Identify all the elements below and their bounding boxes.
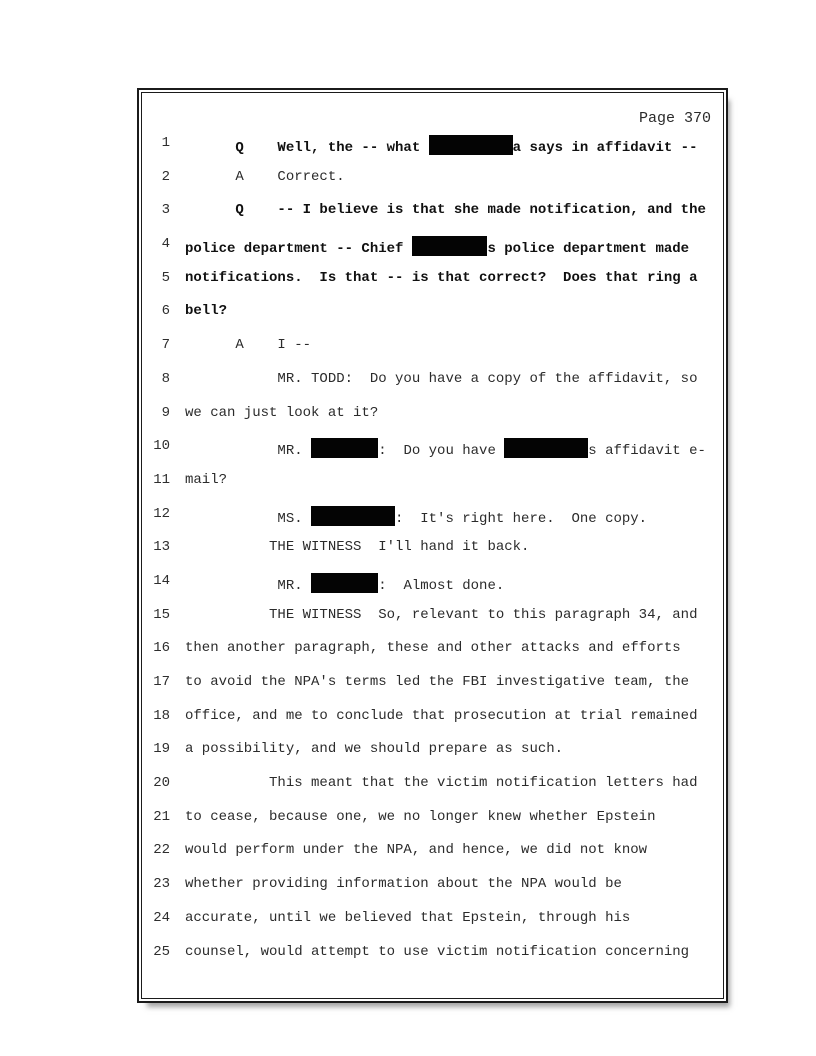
line-number: 17 — [153, 674, 170, 690]
line-text: we can just look at it? — [185, 404, 379, 421]
line-number: 13 — [153, 539, 170, 556]
line-number: 2 — [161, 168, 170, 185]
line-number: 23 — [153, 876, 170, 893]
line-number: 14 — [153, 572, 170, 589]
transcript-line — [142, 670, 723, 704]
transcript-line — [142, 165, 723, 199]
transcript-line — [142, 232, 723, 266]
transcript-line — [142, 434, 723, 468]
page-border-frame — [137, 88, 728, 1003]
line-text: A Correct. — [185, 168, 345, 185]
line-number: 7 — [161, 337, 170, 354]
line-text: whether providing information about the NPA would be — [185, 876, 622, 893]
transcript-line — [142, 299, 723, 333]
transcript-line — [142, 333, 723, 367]
line-number: 21 — [153, 808, 170, 825]
transcript-line — [142, 771, 723, 805]
page-inner-border — [141, 92, 724, 999]
line-number: 18 — [153, 707, 170, 724]
transcript-line — [142, 198, 723, 232]
redaction-box — [311, 573, 378, 593]
line-number: 12 — [153, 505, 170, 522]
line-number: 20 — [153, 775, 170, 792]
line-number: 19 — [153, 741, 170, 758]
line-text: would perform under the NPA, and hence, we did not know — [185, 842, 648, 859]
line-text: notifications. Is that -- is that correct? Does that ring a — [185, 269, 698, 286]
line-text: bell? — [185, 303, 228, 320]
transcript-line — [142, 535, 723, 569]
page-number-label: Page 370 — [638, 110, 711, 127]
transcript-line — [142, 737, 723, 771]
line-number: 11 — [153, 471, 170, 488]
line-number: 15 — [153, 606, 170, 623]
transcript-line — [142, 569, 723, 603]
line-text: a possibility, and we should prepare as such. — [185, 741, 564, 758]
line-text: MR. TODD: Do you have a copy of the affidavit, so — [185, 370, 698, 387]
line-number: 22 — [153, 842, 170, 859]
line-text: to cease, because one, we no longer knew whether Epstein — [185, 808, 656, 825]
line-text: MS. : It's right here. One copy. — [185, 506, 647, 528]
line-text: accurate, until we believed that Epstein, through his — [185, 909, 631, 926]
redaction-box — [311, 438, 378, 458]
line-number: 1 — [161, 135, 170, 151]
transcript-line — [142, 603, 723, 637]
transcript-line — [142, 131, 723, 165]
transcript-line — [142, 502, 723, 536]
line-text: MR. : Do you have s affidavit e- — [185, 438, 706, 460]
transcript-line — [142, 704, 723, 738]
transcript-line — [142, 838, 723, 872]
line-number: 4 — [161, 236, 170, 253]
line-number: 3 — [161, 202, 170, 219]
line-text: THE WITNESS I'll hand it back. — [185, 539, 530, 556]
line-text: counsel, would attempt to use victim notification concerning — [185, 943, 690, 960]
transcript-line — [142, 468, 723, 502]
transcript-line — [142, 872, 723, 906]
line-number: 5 — [161, 269, 170, 286]
line-text: Q Well, the -- what a says in affidavit -- — [185, 135, 697, 157]
transcript-line — [142, 805, 723, 839]
line-number: 16 — [153, 640, 170, 657]
line-number: 10 — [153, 438, 170, 455]
line-text: This meant that the victim notification letters had — [185, 775, 698, 792]
line-text: to avoid the NPA's terms led the FBI investigative team, the — [185, 674, 690, 690]
line-text: mail? — [185, 471, 228, 488]
line-number: 9 — [161, 404, 170, 421]
line-number: 24 — [153, 909, 170, 926]
line-number: 25 — [153, 943, 170, 960]
line-text: A I -- — [185, 337, 312, 354]
transcript-line — [142, 940, 723, 974]
transcript-line — [142, 636, 723, 670]
line-text: then another paragraph, these and other attacks and efforts — [185, 640, 681, 657]
transcript-line — [142, 906, 723, 940]
line-number: 6 — [161, 303, 170, 320]
line-text: MR. : Almost done. — [185, 573, 504, 595]
redaction-box — [504, 438, 588, 458]
transcript-line — [142, 266, 723, 300]
line-text: THE WITNESS So, relevant to this paragraph 34, and — [185, 606, 698, 623]
redaction-box — [311, 506, 395, 526]
transcript-lines — [142, 131, 723, 973]
line-text: police department -- Chief s police department made — [185, 236, 689, 258]
redaction-box — [429, 135, 513, 155]
transcript-line — [142, 401, 723, 435]
line-text: Q -- I believe is that she made notification, and the — [185, 202, 706, 219]
line-number: 8 — [161, 370, 170, 387]
line-text: office, and me to conclude that prosecution at trial remained — [185, 707, 698, 724]
transcript-line — [142, 367, 723, 401]
redaction-box — [412, 236, 488, 256]
